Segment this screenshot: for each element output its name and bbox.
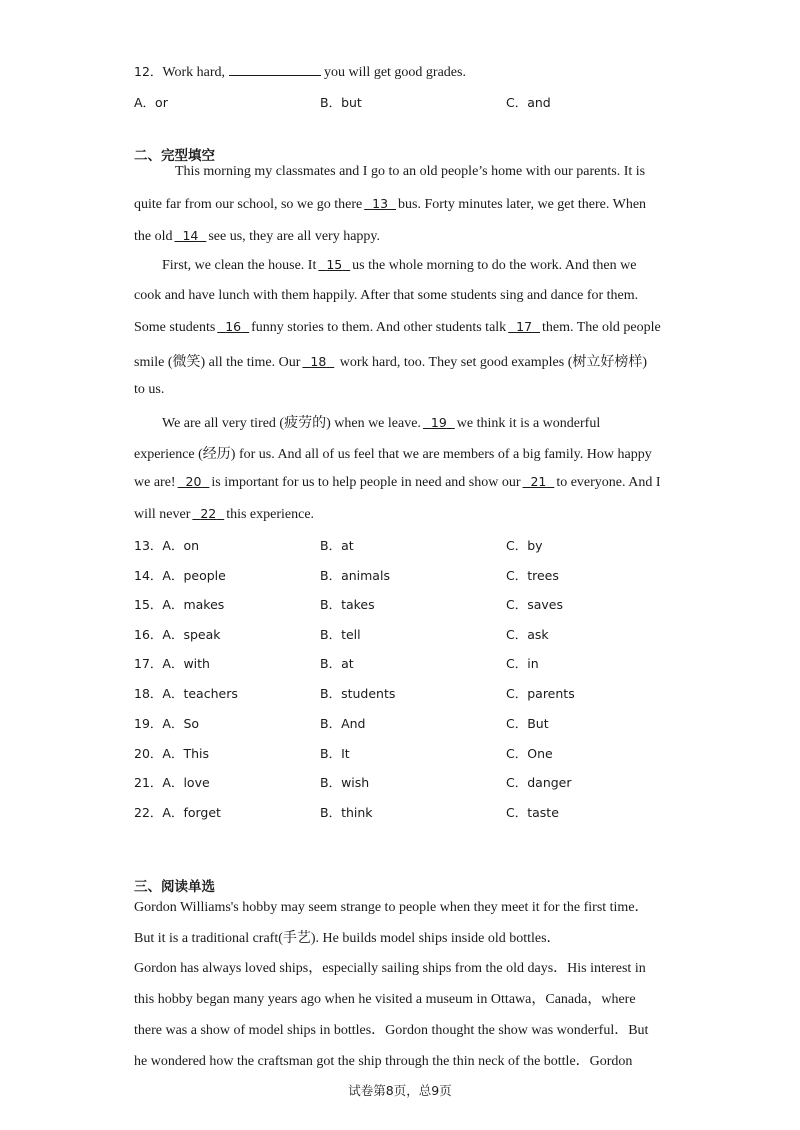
choice-num: 17．A．with (134, 656, 210, 671)
choice-num: 20．A．This (134, 746, 210, 761)
reading-line: this hobby began many years ago when he visited a museum in Ottawa，Canada，where (134, 992, 636, 1007)
choice-num: 15．A．makes (134, 597, 225, 612)
page-footer: 试卷第8页，总9页 (348, 1083, 452, 1098)
blank-20: 20 (185, 474, 202, 489)
option-c: C．by (506, 538, 543, 553)
reading-line: But it is a traditional craft(手艺). He builds model ships inside old bottles． (134, 931, 561, 946)
option-c: C．trees (506, 568, 559, 583)
option-b: B．wish (320, 775, 370, 790)
option-c: C．in (506, 656, 539, 671)
blank-19: 19 (430, 415, 447, 430)
option-b: B．students (320, 686, 396, 701)
choice-num: 13．A．on (134, 538, 200, 553)
question-12: 12．Work hard, you will get good grades. (134, 64, 466, 80)
blank-22: 22 (200, 506, 217, 521)
passage-line: we are! 20 is important for us to help people in need and show our 21 to everyone. And I (134, 474, 661, 490)
passage-line: smile (微笑) all the time. Our 18 work hard, too. They set good examples (树立好榜样) (134, 354, 648, 370)
choice-num: 18．A．teachers (134, 686, 238, 701)
option-a: A．or (134, 95, 168, 110)
passage-line: This morning my classmates and I go to an old people’s home with our parents. It is (175, 164, 646, 179)
passage-line: quite far from our school, so we go there 13 bus. Forty minutes later, we get there. When (134, 196, 647, 212)
option-c: C．taste (506, 805, 559, 820)
passage-line: cook and have lunch with them happily. After that some students sing and dance for them. (134, 288, 639, 303)
reading-line: Gordon Williams's hobby may seem strange to people when they meet it for the first time． (134, 900, 649, 915)
blank-15: 15 (326, 257, 343, 272)
blank-16: 16 (225, 319, 242, 334)
reading-line: Gordon has always loved ships，especially sailing ships from the old days．His interest in (134, 961, 646, 976)
passage-line: First, we clean the house. It 15 us the whole morning to do the work. And then we (162, 257, 637, 273)
option-c: C．One (506, 746, 553, 761)
section-heading-cloze: 二、完型填空 (134, 148, 215, 164)
option-c: C．saves (506, 597, 564, 612)
reading-line: there was a show of model ships in bottles．Gordon thought the show was wonderful．But (134, 1023, 649, 1038)
option-b: B．at (320, 538, 354, 553)
passage-line: We are all very tired (疲劳的) when we leave. 19 we think it is a wonderful (162, 415, 601, 431)
option-b: B．at (320, 656, 354, 671)
passage-line: to us. (134, 382, 165, 397)
option-c: C．ask (506, 627, 549, 642)
option-c: C．But (506, 716, 549, 731)
option-b: B．think (320, 805, 373, 820)
section-heading-reading: 三、阅读单选 (134, 879, 215, 895)
option-b: B．And (320, 716, 366, 731)
blank-18: 18 (310, 354, 327, 369)
passage-line: the old 14 see us, they are all very happy. (134, 228, 381, 244)
choice-num: 16．A．speak (134, 627, 221, 642)
choice-num: 21．A．love (134, 775, 210, 790)
option-c: C．danger (506, 775, 572, 790)
option-b: B．animals (320, 568, 390, 583)
blank-13: 13 (372, 196, 389, 211)
blank-21: 21 (530, 474, 547, 489)
blank-17: 17 (516, 319, 533, 334)
option-b: B．tell (320, 627, 361, 642)
choice-num: 22．A．forget (134, 805, 221, 820)
choice-num: 19．A．So (134, 716, 200, 731)
passage-line: experience (经历) for us. And all of us feel that we are members of a big family. How happy (134, 447, 652, 462)
option-b: B．but (320, 95, 362, 110)
answer-blank (229, 63, 321, 76)
reading-line: he wondered how the craftsman got the ship through the thin neck of the bottle．Gordon (134, 1054, 633, 1069)
option-b: B．takes (320, 597, 375, 612)
option-b: B．It (320, 746, 350, 761)
passage-line: will never 22 this experience. (134, 506, 315, 522)
option-c: C．and (506, 95, 551, 110)
passage-line: Some students 16 funny stories to them. And other students talk 17 them. The old people (134, 319, 661, 335)
choice-num: 14．A．people (134, 568, 226, 583)
blank-14: 14 (182, 228, 199, 243)
option-c: C．parents (506, 686, 575, 701)
